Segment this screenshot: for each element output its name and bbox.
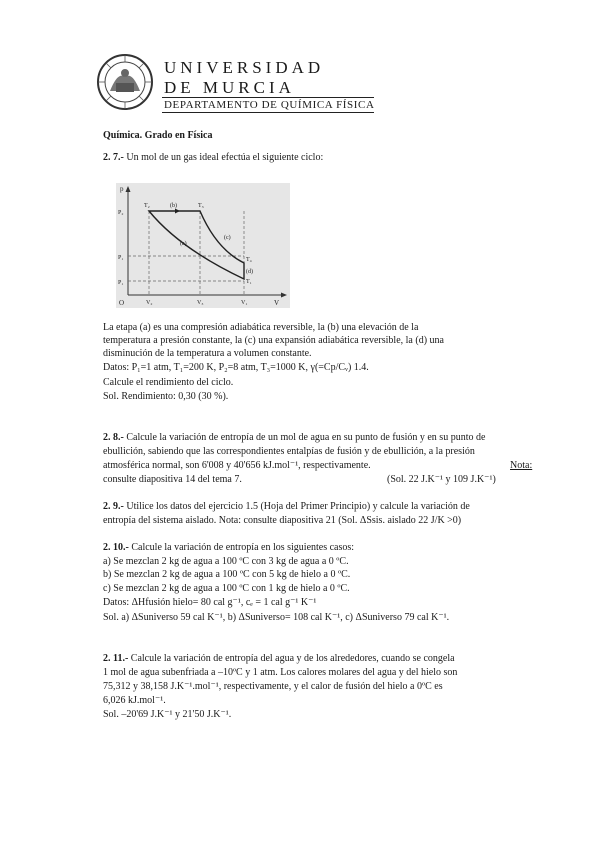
problem-2-8-solution: (Sol. 22 J.K⁻¹ y 109 J.K⁻¹) xyxy=(387,474,496,485)
problem-2-10-case: a) Se mezclan 2 kg de agua a 100 ºC con 3 kg de agua a 0 ºC. xyxy=(103,556,349,567)
pv-cycle-diagram xyxy=(116,183,290,308)
problem-2-7-solution: Sol. Rendimiento: 0,30 (30 %). xyxy=(103,391,229,402)
university-name-line1: UNIVERSIDAD xyxy=(164,58,325,77)
problem-2-10-case: c) Se mezclan 2 kg de agua a 100 ºC con 1 kg de hielo a 0 ºC. xyxy=(103,583,350,594)
problem-2-8-note-label: Nota: xyxy=(510,460,533,471)
problem-2-10-case: b) Se mezclan 2 kg de agua a 100 ºC con 5 kg de hielo a 0 ºC. xyxy=(103,569,351,580)
step-label: (d) xyxy=(246,269,253,275)
problem-text: Calcule la variación de entropía del agua y de los alrededores, cuando se congela xyxy=(130,653,455,664)
step-label: (c) xyxy=(224,235,231,241)
volume-label: V₂ xyxy=(146,300,153,306)
problem-2-7-intro xyxy=(103,151,323,164)
problem-2-7-line: disminución de la temperatura a volumen constante. xyxy=(103,348,312,359)
state-label: T₄ xyxy=(246,257,252,263)
problem-2-8-line: consulte diapositiva 14 del tema 7. xyxy=(103,474,242,485)
problem-number: 2. 11.- xyxy=(103,653,129,664)
problem-text: Calcule la variación de entropía en los siguientes casos: xyxy=(131,542,355,553)
pressure-label: P₁ xyxy=(118,280,124,286)
problem-2-8-line: atmosférica normal, son 6'008 y 40'656 kJ.mol⁻¹, respectivamente. xyxy=(103,460,371,471)
problem-2-7-line: La etapa (a) es una compresión adiabática reversible, la (b) una elevación de la xyxy=(103,322,419,333)
x-axis-label: V xyxy=(274,299,280,307)
problem-2-10-line xyxy=(103,541,354,554)
course-title: Química. Grado en Física xyxy=(103,130,213,141)
problem-number: 2. 8.- xyxy=(103,432,124,443)
problem-2-7-question: Calcule el rendimiento del ciclo. xyxy=(103,377,234,388)
volume-label: V₃ xyxy=(197,300,204,306)
problem-2-7-data: Datos: P₁=1 atm, T₁=200 K, P₂=8 atm, T₃=1000 K, γ(=Cp/Cᵥ) 1.4. xyxy=(103,362,369,373)
state-label: T₂ xyxy=(144,203,150,209)
pressure-label: P₂ xyxy=(118,210,124,216)
department-name: DEPARTAMENTO DE QUÍMICA FÍSICA xyxy=(164,99,375,111)
state-label: T₁ xyxy=(246,279,252,285)
origin-label: O xyxy=(119,299,125,307)
problem-2-11-solution: Sol. –20'69 J.K⁻¹ y 21'50 J.K⁻¹. xyxy=(103,709,232,720)
step-label: (a) xyxy=(180,241,187,247)
problem-text: Calcule la variación de entropía de un mol de agua en su punto de fusión y en su punto de xyxy=(126,432,486,443)
problem-2-11-line: 75,312 y 38,158 J.K⁻¹.mol⁻¹, respectivamente, y el calor de fusión del hielo a 0ºC es xyxy=(103,681,443,692)
problem-number: 2. 10.- xyxy=(103,542,129,553)
university-seal-logo xyxy=(96,53,154,111)
university-name-line2: DE MURCIA xyxy=(164,78,295,97)
problem-2-11-line xyxy=(103,652,455,665)
problem-2-7-line: temperatura a presión constante, la (c) una expansión adiabática reversible, la (d) una xyxy=(103,335,444,346)
problem-2-10-data: Datos: ΔHfusión hielo= 80 cal g⁻¹, cₑ = 1 cal g⁻¹ K⁻¹ xyxy=(103,597,317,608)
problem-2-11-line: 1 mol de agua subenfriada a –10ºC y 1 atm. Los calores molares del agua y del hielo son xyxy=(103,667,458,678)
problem-number: 2. 7.- xyxy=(103,152,124,163)
problem-intro-text: Un mol de un gas ideal efectúa el siguiente ciclo: xyxy=(126,152,324,163)
problem-number: 2. 9.- xyxy=(103,501,124,512)
problem-2-10-solution: Sol. a) ΔSuniverso 59 cal K⁻¹, b) ΔSuniverso= 108 cal K⁻¹, c) ΔSuniverso 79 cal K⁻¹. xyxy=(103,612,450,623)
state-label: T₃ xyxy=(198,203,204,209)
header-divider-bottom xyxy=(162,112,374,113)
problem-2-11-line: 6,026 kJ.mol⁻¹. xyxy=(103,695,166,706)
problem-text: Utilice los datos del ejercicio 1.5 (Hoja del Primer Principio) y calcule la variación de xyxy=(126,501,470,512)
problem-2-9-line xyxy=(103,500,470,513)
volume-label: V₁ xyxy=(241,300,248,306)
problem-2-8-line: ebullición, sabiendo que las correspondientes entalpías de fusión y de ebullición, a la presión xyxy=(103,446,475,457)
problem-2-9-line: entropía del sistema aislado. Nota: consulte diapositiva 21 (Sol. ΔSsis. aislado 22 J/K >0) xyxy=(103,515,462,526)
problem-2-8-line xyxy=(103,431,485,444)
y-axis-label: p xyxy=(120,185,124,193)
step-label: (b) xyxy=(170,203,177,209)
pressure-label: P₁ xyxy=(118,255,124,261)
header-divider-top xyxy=(162,97,374,98)
